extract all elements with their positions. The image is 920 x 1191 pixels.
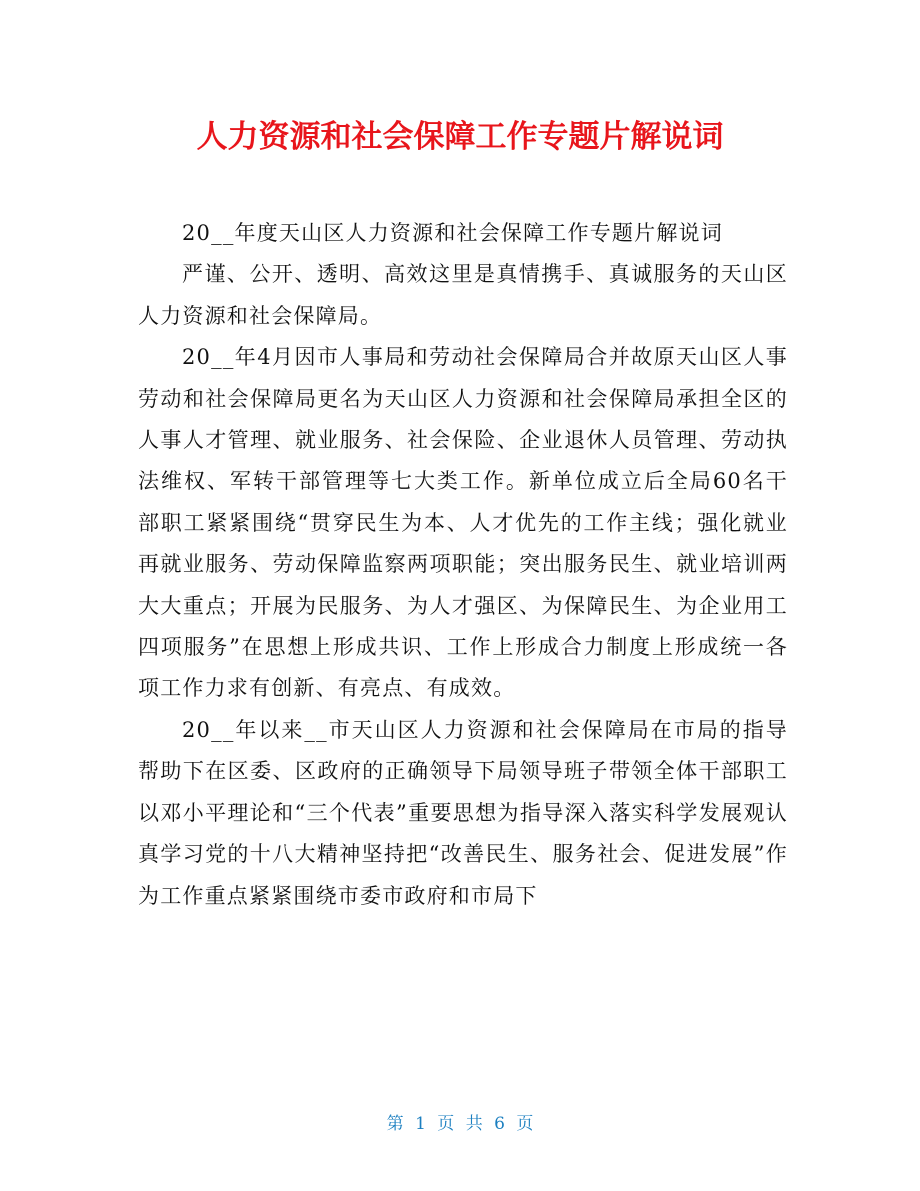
page-number-footer: 第 1 页 共 6 页 — [386, 1114, 534, 1134]
document-body — [138, 213, 788, 917]
paragraph-subtitle: 20__年度天山区人力资源和社会保障工作专题片解说词 — [182, 221, 723, 245]
paragraph-achievements: 20__年以来__市天山区人力资源和社会保障局在市局的指导帮助下在区委、区政府的正确领导下局领导班子带领全体干部职工以邓小平理论和“三个代表”重要思想为指导深入落实科学发展观认真学习党的十八大精神坚持把“改善民生、服务社会、促进发展”作为工作重点紧紧围绕市委市政府和市局下 — [138, 717, 788, 908]
paragraph-intro: 严谨、公开、透明、高效这里是真情携手、真诚服务的天山区人力资源和社会保障局。 — [138, 262, 788, 328]
paragraph-history: 20__年4月因市人事局和劳动社会保障局合并故原天山区人事劳动和社会保障局更名为天山区人力资源和社会保障局承担全区的人事人才管理、就业服务、社会保险、企业退休人员管理、劳动执法维权、军转干部管理等七大类工作。新单位成立后全局60名干部职工紧紧围绕“贯穿民生为本、人才优先的工作主线；强化就业再就业服务、劳动保障监察两项职能；突出服务民生、就业培训两大大重点；开展为民服务、为人才强区、为保障民生、为企业用工四项服务”在思想上形成共识、工作上形成合力制度上形成统一各项工作力求有创新、有亮点、有成效。 — [138, 345, 788, 701]
document-title: 人力资源和社会保障工作专题片解说词 — [196, 119, 724, 155]
